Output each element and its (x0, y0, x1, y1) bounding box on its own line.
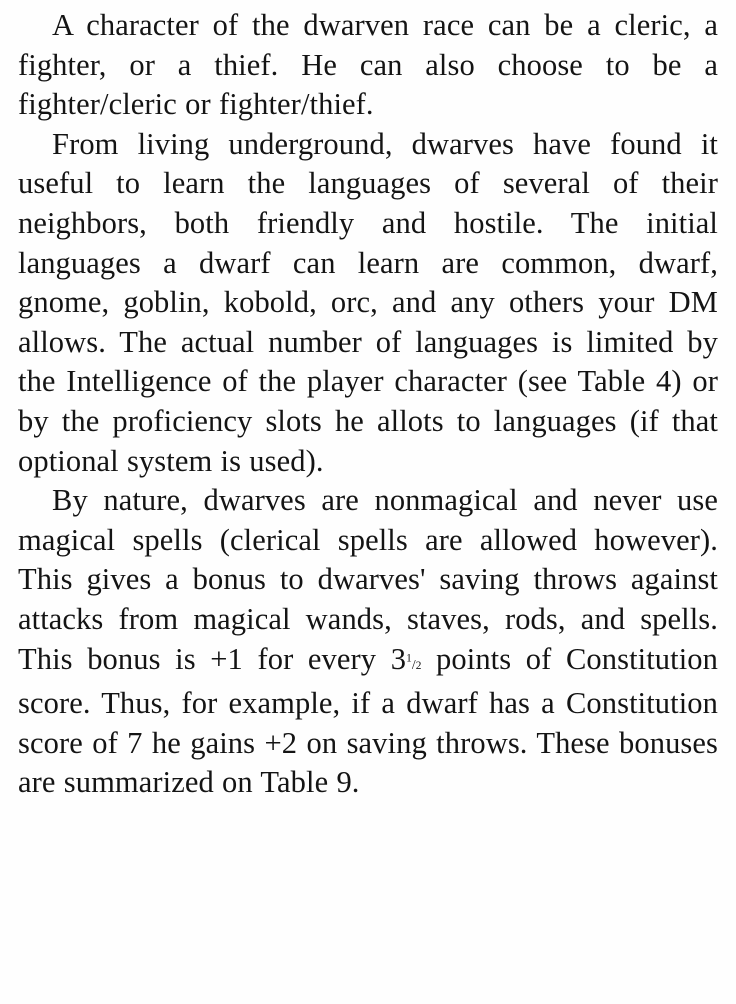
fraction-numerator: 1 (406, 652, 412, 665)
paragraph-dwarf-saving-throws (18, 481, 718, 803)
fraction-denominator: 2 (415, 659, 422, 672)
fraction-one-half (406, 653, 421, 674)
paragraph-dwarf-classes: A character of the dwarven race can be a cleric, a fighter, or a thief. He can also choose to be a fighter/cleric or fighter/thief. (18, 8, 718, 122)
saving-throws-text-first: By nature, dwarves are nonmagical and never use magical spells (clerical spells are allowed however). This gives a bonus to dwarves' saving throws against attacks from magical wands, staves, rods, and spells. This bonus is +1 for every 3 (18, 483, 718, 676)
saving-throws-text-second: points of Constitution score. Thus, for example, if a dwarf has a Constitution score of 7 he gains +2 on saving throws. These bonuses are summarized on Table 9. (18, 641, 719, 800)
text-column (18, 6, 718, 803)
paragraph-dwarf-languages: From living underground, dwarves have found it useful to learn the languages of several of their neighbors, both friendly and hostile. The initial languages a dwarf can learn are common, dwarf, gnome, goblin, kobold, orc, and any others your DM allows. The actual number of languages is limited by the Intelligence of the player character (see Table 4) or by the proficiency slots he allots to languages (if that optional system is used). (18, 126, 718, 478)
fraction-slash: / (411, 656, 416, 672)
